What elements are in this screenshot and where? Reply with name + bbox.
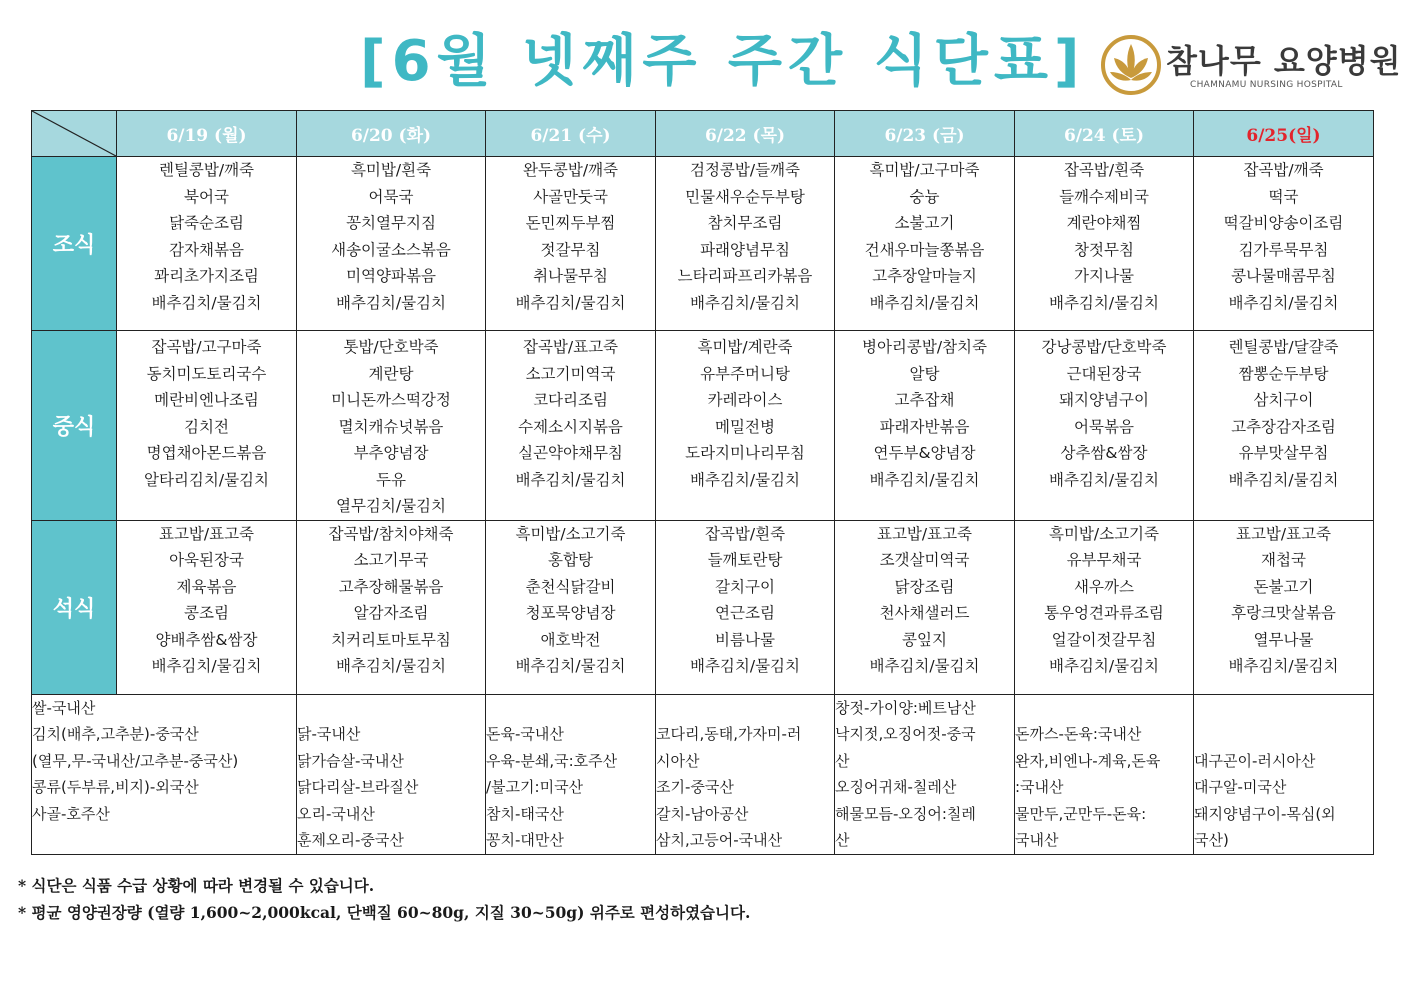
origin-line [486, 695, 655, 722]
menu-item: 계란야채찜 [1066, 214, 1142, 232]
menu-item: 청포묵양념장 [525, 604, 616, 622]
meal-row-dinner [32, 520, 1374, 694]
menu-item: 잡곡밥/고구마죽 [151, 338, 262, 356]
menu-item: 수제소시지볶음 [518, 417, 623, 436]
menu-item: 렌틸콩밥/깨죽 [158, 161, 255, 179]
menu-item: 느타리파프리카볶음 [677, 267, 813, 285]
origin-row [32, 694, 1374, 854]
menu-item: 흑미밥/고구마죽 [869, 161, 980, 179]
menu-item: 소불고기 [894, 214, 955, 232]
menu-item: 제육볶음 [176, 577, 237, 596]
weekly-menu-table [31, 110, 1374, 855]
menu-item: 꽈리초가지조림 [154, 267, 259, 285]
menu-item: 카레라이스 [707, 391, 783, 409]
menu-item: 소고기무국 [353, 551, 429, 569]
menu-item: 잡곡밥/흰죽 [1063, 161, 1145, 179]
menu-item: 병아리콩밥/참치죽 [861, 338, 987, 356]
origin-line: 산 [835, 831, 850, 849]
menu-item: 배추김치/물김치 [1228, 293, 1339, 312]
menu-item: 고추잡채 [894, 391, 955, 409]
menu-item: 렌틸콩밥/달걀죽 [1228, 338, 1339, 356]
menu-item: 춘천식닭갈비 [525, 577, 616, 596]
menu-cell [835, 331, 1015, 521]
origin-line: 닭-국내산 [297, 725, 361, 743]
origin-line: 김치(배추,고추분)-중국산 [32, 725, 199, 743]
meal-label: 석식 [32, 520, 117, 694]
menu-cell [835, 520, 1015, 694]
menu-item: 콩조림 [184, 604, 229, 622]
diagonal-line-icon [32, 111, 116, 156]
corner-cell [32, 111, 117, 157]
origin-line: 오리-국내산 [297, 804, 375, 823]
meal-row-lunch [32, 331, 1374, 521]
menu-item: 배추김치/물김치 [869, 470, 980, 489]
day-header: 6/22 (목) [656, 111, 835, 157]
menu-cell [656, 520, 835, 694]
menu-item: 양배추쌈&쌈장 [155, 630, 258, 649]
origin-line: 국내산 [1015, 831, 1059, 849]
menu-item: 메밀전병 [715, 417, 775, 436]
menu-cell [117, 520, 297, 694]
menu-item: 꽁치열무지짐 [346, 214, 436, 232]
origin-line: 해물모듬-오징어:칠레 [835, 804, 976, 823]
menu-item: 연두부&양념장 [873, 444, 976, 462]
menu-item: 배추김치/물김치 [869, 293, 980, 312]
menu-item: 유부주머니탕 [700, 364, 790, 383]
menu-cell [486, 157, 656, 331]
menu-item: 짬뽕순두부탕 [1238, 364, 1329, 383]
menu-cell [297, 157, 486, 331]
menu-item: 홍합탕 [548, 551, 593, 569]
day-header: 6/20 (화) [297, 111, 486, 157]
menu-item: 비름나물 [715, 630, 775, 649]
menu-item: 고추장해물볶음 [338, 577, 444, 596]
menu-item: 취나물무침 [533, 267, 608, 285]
note-supply: * 식단은 식품 수급 상황에 따라 변경될 수 있습니다. [18, 876, 375, 895]
menu-item: 후랑크맛살볶음 [1231, 604, 1336, 622]
origin-line: 꽁치-대만산 [486, 831, 564, 849]
origin-line: 대구곤이-러시아산 [1194, 751, 1316, 770]
menu-cell [297, 520, 486, 694]
menu-item: 얼갈이젓갈무침 [1051, 630, 1157, 649]
menu-item: 배추김치/물김치 [1048, 293, 1160, 312]
origin-line [1015, 695, 1193, 722]
menu-item: 삼치구이 [1253, 391, 1314, 409]
page-title: [6월 넷째주 주간 식단표] [360, 29, 1086, 94]
menu-item: 배추김치/물김치 [1228, 657, 1339, 675]
menu-item: 배추김치/물김치 [515, 293, 626, 312]
origin-line: 돈까스-돈육:국내산 [1015, 725, 1142, 743]
hospital-logo [1100, 34, 1402, 96]
menu-item: 파래양념무침 [700, 240, 790, 259]
menu-item: 검정콩밥/들깨죽 [689, 161, 801, 179]
menu-item: 열무김치/물김치 [335, 497, 447, 515]
menu-cell [656, 331, 835, 521]
menu-item: 잡곡밥/깨죽 [1243, 161, 1324, 179]
menu-item: 배추김치/물김치 [1228, 470, 1339, 489]
menu-item: 소고기미역국 [525, 364, 616, 383]
origin-line: 대구알-미국산 [1194, 778, 1287, 796]
menu-cell [1194, 520, 1374, 694]
menu-item: 조갯살미역국 [879, 551, 970, 569]
menu-item: 김치전 [184, 417, 229, 436]
menu-item: 잡곡밥/표고죽 [522, 338, 619, 356]
origin-line: 돼지양념구이-목심(외 [1194, 804, 1336, 823]
menu-cell [1015, 157, 1194, 331]
meal-row-breakfast [32, 157, 1374, 331]
menu-item: 떡갈비양송이조림 [1223, 214, 1344, 232]
origin-cell [1194, 694, 1374, 854]
meal-label: 중식 [32, 331, 117, 521]
menu-item: 배추김치/물김치 [151, 657, 262, 675]
origin-line: 오징어귀채-칠레산 [835, 778, 957, 796]
menu-item: 명엽채아몬드볶음 [146, 444, 267, 462]
menu-item: 흑미밥/소고기죽 [1048, 524, 1160, 543]
origin-line [1194, 695, 1373, 722]
origin-line: 완자,비엔나-계육,돈육 [1015, 751, 1161, 770]
menu-item: 콩잎지 [902, 630, 947, 649]
origin-cell [486, 694, 656, 854]
menu-item: 고추장알마늘지 [872, 267, 977, 285]
menu-cell [117, 157, 297, 331]
menu-item: 민물새우순두부탕 [685, 187, 805, 206]
menu-item: 배추김치/물김치 [869, 657, 980, 675]
day-header: 6/23 (금) [835, 111, 1015, 157]
day-header: 6/24 (토) [1015, 111, 1194, 157]
menu-item: 아욱된장국 [169, 551, 244, 569]
menu-cell [1194, 157, 1374, 331]
origin-line: 돈육-국내산 [486, 725, 564, 743]
origin-line: 낙지젓,오징어젓-중국 [835, 725, 976, 743]
origin-cell [656, 694, 835, 854]
menu-item: 젓갈무침 [540, 240, 601, 259]
menu-item: 김가루묵무침 [1238, 240, 1329, 259]
menu-item: 북어국 [184, 187, 229, 206]
menu-item: 애호박전 [540, 630, 601, 649]
menu-cell [835, 157, 1015, 331]
menu-item: 가지나물 [1074, 267, 1134, 285]
menu-item: 열무나물 [1253, 630, 1314, 649]
leaf-emblem-icon [1100, 34, 1162, 96]
menu-item: 떡국 [1268, 187, 1299, 206]
menu-item: 닭죽순조림 [169, 214, 244, 232]
menu-item: 유부무채국 [1066, 551, 1142, 569]
menu-item: 도라지미나리무침 [685, 444, 805, 462]
menu-item: 배추김치/물김치 [335, 293, 447, 312]
origin-cell [1015, 694, 1194, 854]
menu-item: 배추김치/물김치 [515, 470, 626, 489]
menu-item: 사골만둣국 [533, 187, 608, 206]
menu-item: 상추쌈&쌈장 [1060, 444, 1148, 462]
menu-cell [117, 331, 297, 521]
menu-item: 알감자조림 [353, 604, 429, 622]
menu-item: 동치미도토리국수 [146, 364, 267, 383]
origin-line: 사골-호주산 [32, 804, 110, 823]
menu-item: 배추김치/물김치 [1048, 657, 1160, 675]
menu-item: 표고밥/표고죽 [158, 524, 255, 543]
origin-line: (열무,무-국내산/고추분-중국산) [32, 751, 239, 770]
menu-item: 근대된장국 [1066, 364, 1142, 383]
origin-line: 조기-중국산 [656, 778, 734, 796]
origin-line: 닭다리살-브라질산 [297, 778, 419, 796]
menu-item: 미역양파볶음 [346, 267, 436, 285]
menu-item: 알탕 [909, 364, 940, 383]
menu-cell [656, 157, 835, 331]
menu-item: 잡곡밥/흰죽 [704, 524, 786, 543]
menu-item: 들깨수제비국 [1059, 187, 1149, 206]
menu-item: 새송이굴소스볶음 [331, 240, 451, 259]
menu-item: 재첩국 [1261, 551, 1306, 569]
origin-cell [32, 694, 297, 854]
logo-subtitle: CHAMNAMU NURSING HOSPITAL [1190, 80, 1343, 90]
menu-item: 콩나물매콤무침 [1231, 267, 1336, 285]
menu-item: 배추김치/물김치 [689, 470, 801, 489]
menu-item: 톳밥/단호박죽 [343, 338, 439, 356]
origin-line: 훈제오리-중국산 [297, 831, 404, 849]
menu-item: 흑미밥/계란죽 [697, 338, 793, 356]
menu-item: 메란비엔나조림 [154, 391, 259, 409]
menu-item: 참치무조림 [707, 214, 783, 232]
origin-line [1194, 721, 1373, 748]
menu-item: 코다리조림 [533, 391, 608, 409]
menu-item: 두유 [376, 470, 406, 489]
menu-item: 알타리김치/물김치 [143, 470, 269, 489]
menu-item: 창젓무침 [1074, 240, 1134, 259]
menu-item: 표고밥/표고죽 [876, 524, 973, 543]
logo-name: 참나무 요양병원 [1166, 42, 1402, 80]
origin-line: 시아산 [656, 751, 700, 770]
menu-item: 잡곡밥/참치야채죽 [328, 524, 454, 543]
menu-cell [1015, 520, 1194, 694]
menu-item: 닭장조림 [894, 577, 955, 596]
meal-label: 조식 [32, 157, 117, 331]
origin-line: :국내산 [1015, 778, 1064, 796]
menu-item: 흑미밥/흰죽 [350, 161, 432, 179]
menu-item: 실곤약야채무침 [518, 444, 623, 462]
menu-cell [486, 520, 656, 694]
menu-item: 파래자반볶음 [879, 417, 970, 436]
origin-line [656, 695, 834, 722]
menu-item: 숭늉 [909, 187, 940, 206]
day-header: 6/19 (월) [117, 111, 297, 157]
menu-item: 계란탕 [368, 364, 414, 383]
day-header-sunday: 6/25(일) [1194, 111, 1374, 157]
menu-item: 어묵볶음 [1074, 417, 1134, 436]
menu-item: 천사채샐러드 [879, 604, 970, 622]
menu-item: 들깨토란탕 [707, 551, 783, 569]
note-nutrition: * 평균 영양권장량 (열량 1,600~2,000kcal, 단백질 60~80g, 지질 30~50g) 위주로 편성하였습니다. [18, 903, 751, 922]
menu-item: 유부맛살무침 [1238, 444, 1329, 462]
menu-item: 부추양념장 [353, 444, 429, 462]
menu-cell [486, 331, 656, 521]
menu-cell [297, 331, 486, 521]
menu-cell [1194, 331, 1374, 521]
menu-item: 배추김치/물김치 [151, 293, 262, 312]
origin-line: 갈치-남아공산 [656, 804, 749, 823]
menu-item: 건새우마늘쫑볶음 [864, 240, 985, 259]
menu-item: 강낭콩밥/단호박죽 [1041, 338, 1167, 356]
origin-cell [835, 694, 1015, 854]
origin-line: 창젓-가이양:베트남산 [835, 698, 976, 717]
menu-item: 감자채볶음 [169, 240, 244, 259]
origin-cell [297, 694, 486, 854]
menu-item: 돈민찌두부찜 [525, 214, 616, 232]
day-header: 6/21 (수) [486, 111, 656, 157]
origin-line: 국산) [1194, 831, 1229, 849]
menu-item: 배추김치/물김치 [689, 293, 801, 312]
origin-line: 쌀-국내산 [32, 698, 96, 717]
menu-item: 표고밥/표고죽 [1235, 524, 1332, 543]
menu-item: 어묵국 [368, 187, 414, 206]
menu-item: 멸치캐슈넛볶음 [338, 417, 444, 436]
origin-line: 산 [835, 751, 850, 770]
origin-line: 삼치,고등어-국내산 [656, 831, 783, 849]
menu-item: 배추김치/물김치 [335, 657, 447, 675]
menu-item: 고추장감자조림 [1231, 417, 1336, 436]
menu-cell [1015, 331, 1194, 521]
origin-line: 참치-태국산 [486, 804, 564, 823]
origin-line: 콩류(두부류,비지)-외국산 [32, 778, 199, 796]
menu-item: 새우까스 [1074, 577, 1134, 596]
origin-line: 물만두,군만두-돈육: [1015, 804, 1147, 823]
menu-item: 배추김치/물김치 [1048, 470, 1160, 489]
menu-item: 흑미밥/소고기죽 [515, 524, 626, 543]
origin-line: 코다리,동태,가자미-러 [656, 725, 802, 743]
origin-line [297, 695, 485, 722]
menu-item: 치커리토마토무침 [331, 630, 451, 649]
menu-item: 배추김치/물김치 [515, 657, 626, 675]
menu-item: 연근조림 [715, 604, 775, 622]
day-header-row [32, 111, 1374, 157]
origin-line: /불고기:미국산 [486, 778, 584, 796]
menu-item: 완두콩밥/깨죽 [522, 161, 619, 179]
menu-item: 배추김치/물김치 [689, 657, 801, 675]
menu-item: 돼지양념구이 [1059, 391, 1149, 409]
origin-line: 닭가슴살-국내산 [297, 751, 404, 770]
menu-item: 미니돈까스떡강정 [331, 391, 451, 409]
menu-item: 돈불고기 [1253, 577, 1314, 596]
menu-item: 통우엉견과류조림 [1044, 604, 1164, 622]
menu-item: 갈치구이 [715, 577, 775, 596]
origin-line: 우육-분쇄,국:호주산 [486, 751, 618, 770]
